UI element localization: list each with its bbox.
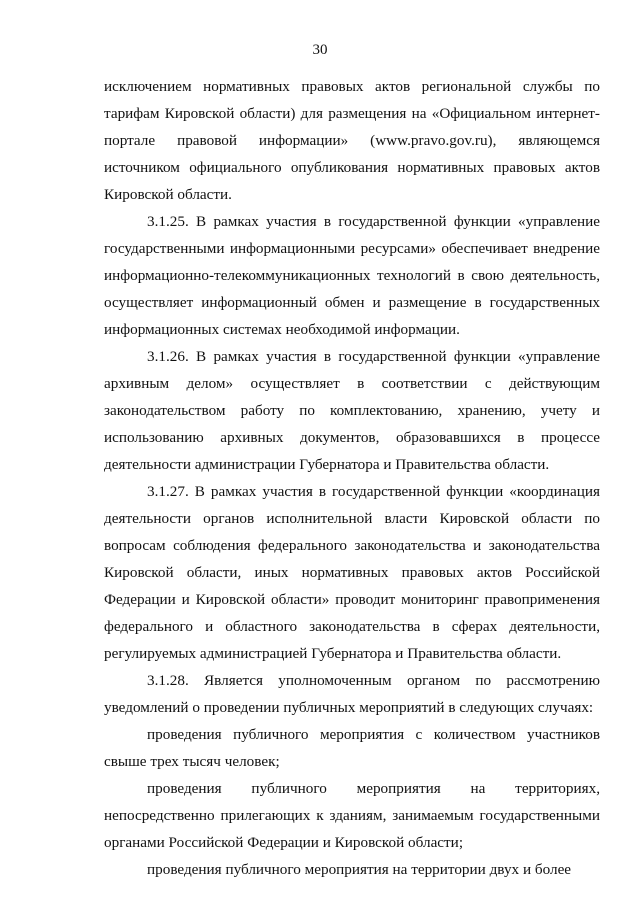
document-body — [104, 73, 600, 883]
paragraph-3-1-28: 3.1.28. Является уполномоченным органом по рассмотрению уведомлений о проведении публичных мероприятий в следующих случаях: — [104, 672, 600, 716]
paragraph-3-1-25: 3.1.25. В рамках участия в государственной функции «управление государственными информационными ресурсами» обеспечивает внедрение информационно-телекоммуникационных технологий в свою деятельность, осуществляет информационный обмен и размещение в государственных информационных системах необходимой информации. — [104, 213, 600, 338]
paragraph-3-1-27: 3.1.27. В рамках участия в государственной функции «координация деятельности органов исполнительной власти Кировской области по вопросам соблюдения федерального законодательства и законодательства Кировской области, иных нормативных правовых актов Российской Федерации и Кировской области» проводит мониторинг правоприменения федерального и областного законодательства в сферах деятельности, регулируемых администрацией Губернатора и Правительства области. — [104, 483, 600, 662]
list-item-over-three-thousand: проведения публичного мероприятия с количеством участников свыше трех тысяч человек; — [104, 726, 600, 770]
list-item-two-or-more-territories: проведения публичного мероприятия на территории двух и более — [147, 861, 572, 878]
paragraph-continuation: исключением нормативных правовых актов региональной службы по тарифам Кировской области) для размещения на «Официальном интернет-портале правовой информации» (www.pravo.gov.ru), являющемся источником официального опубликования нормативных правовых актов Кировской области. — [104, 78, 600, 203]
paragraph-3-1-26: 3.1.26. В рамках участия в государственной функции «управление архивным делом» осуществляет в соответствии с действующим законодательством работу по комплектованию, хранению, учету и использованию архивных документов, образовавшихся в процессе деятельности администрации Губернатора и Правительства области. — [104, 348, 600, 473]
page-number: 30 — [312, 42, 328, 58]
list-item-adjacent-territories: проведения публичного мероприятия на территориях, непосредственно прилегающих к зданиям, занимаемым государственными органами Российской Федерации и Кировской области; — [104, 780, 600, 851]
